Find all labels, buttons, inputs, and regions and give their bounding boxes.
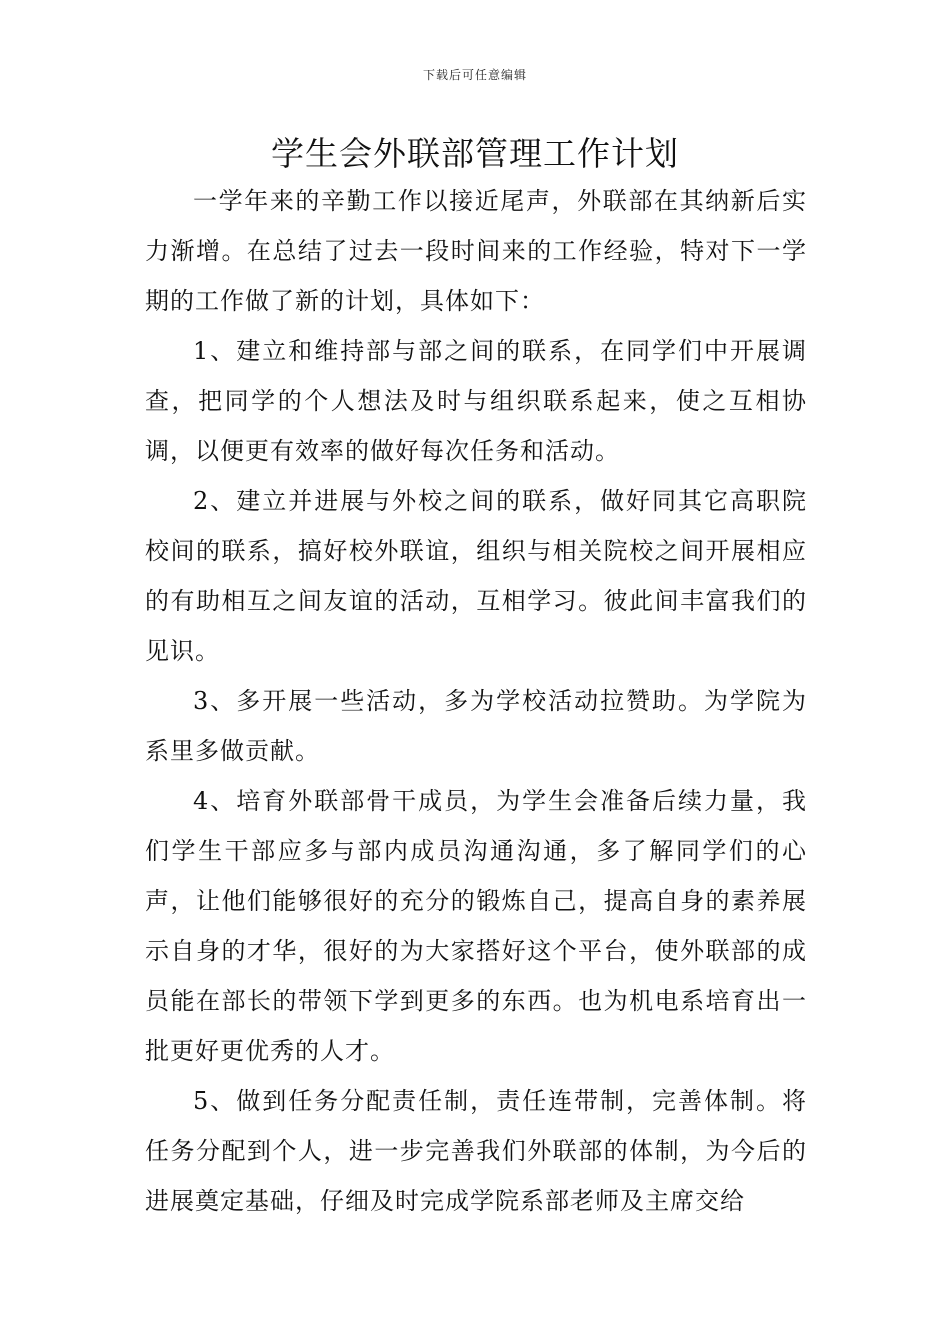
paragraph-item-5: 5、做到任务分配责任制，责任连带制，完善体制。将任务分配到个人，进一步完善我们外联部的体制，为今后的进展奠定基础，仔细及时完成学院系部老师及主席交给 (145, 1087, 807, 1215)
paragraph-item-2: 2、建立并进展与外校之间的联系，做好同其它高职院校间的联系，搞好校外联谊，组织与相关院校之间开展相应的有助相互之间友谊的活动，互相学习。彼此间丰富我们的见识。 (145, 487, 807, 665)
document-body (145, 176, 807, 1226)
paragraph-item-1: 1、建立和维持部与部之间的联系，在同学们中开展调查，把同学的个人想法及时与组织联系起来，使之互相协调，以便更有效率的做好每次任务和活动。 (145, 337, 807, 465)
paragraph-item-4: 4、培育外联部骨干成员，为学生会准备后续力量，我们学生干部应多与部内成员沟通沟通，多了解同学们的心声，让他们能够很好的充分的锻炼自己，提高自身的素养展示自身的才华，很好的为大家搭好这个平台，使外联部的成员能在部长的带领下学到更多的东西。也为机电系培育出一批更好更优秀的人才。 (145, 787, 807, 1065)
header-note: 下载后可任意编辑 (422, 68, 527, 82)
paragraph-intro: 一学年来的辛勤工作以接近尾声，外联部在其纳新后实力渐增。在总结了过去一段时间来的工作经验，特对下一学期的工作做了新的计划，具体如下： (145, 187, 807, 315)
paragraph-item-3: 3、多开展一些活动，多为学校活动拉赞助。为学院为系里多做贡献。 (145, 687, 807, 765)
document-title: 学生会外联部管理工作计划 (271, 134, 679, 173)
